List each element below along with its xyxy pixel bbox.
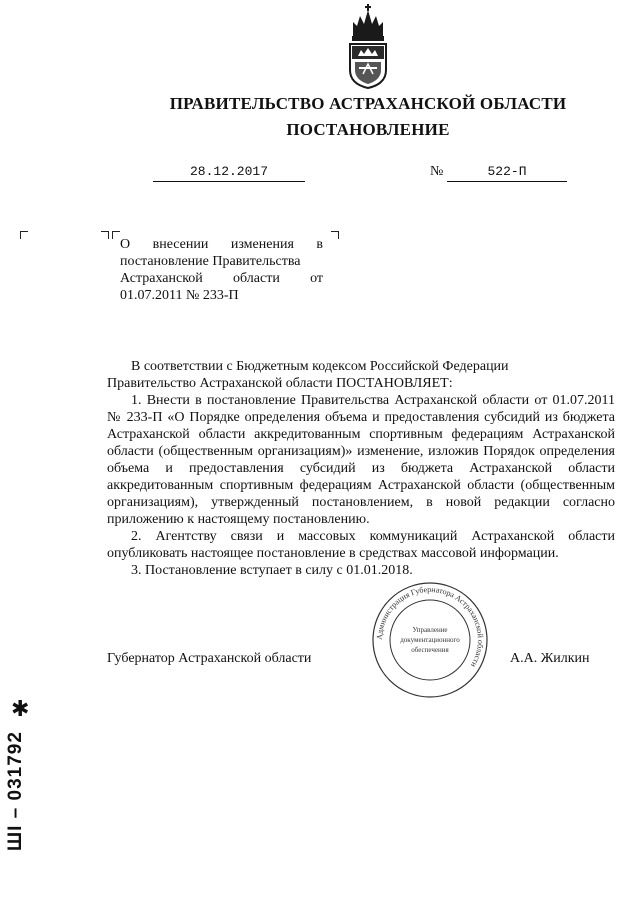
corner-mark bbox=[331, 231, 339, 239]
subject-line: Астраханской области от bbox=[120, 271, 323, 286]
stamp-center-line: документационного bbox=[400, 636, 460, 644]
stamp-ring-text: Администрация Губернатора Астраханской области bbox=[374, 584, 486, 669]
form-serial-number: ШI – 031792 bbox=[5, 731, 26, 851]
signatory-name: А.А. Жилкин bbox=[510, 651, 590, 666]
paragraph-1: 1. Внести в постановление Правительства Астраханской области от 01.07.2011 № 233-П «О Порядке определения объема и предоставления субсидий из бюджета Астраханской области аккредитованным спортивным федерациям Астраханской области (общественным организациям)» изменение, изложив Порядок определения объема и предоставления субсидий из бюджета Астраханской области аккредитованным спортивным федерациям Астраханской области (общественным организациям), утвержденный постановлением, в новой редакции согласно приложению к настоящему постановлению. bbox=[107, 393, 615, 527]
subject-line: О внесении изменения в bbox=[120, 237, 323, 252]
corner-mark bbox=[101, 231, 109, 239]
stamp-center-line: обеспечения bbox=[411, 646, 449, 654]
subject-line: постановление Правительства bbox=[120, 254, 301, 269]
corner-mark bbox=[20, 231, 28, 239]
asterisk-mark: ✱ bbox=[11, 697, 30, 722]
government-title: ПРАВИТЕЛЬСТВО АСТРАХАНСКОЙ ОБЛАСТИ bbox=[169, 94, 567, 113]
document-body bbox=[107, 358, 615, 579]
intro-line: Правительство Астраханской области ПОСТАНОВЛЯЕТ: bbox=[107, 376, 453, 391]
official-stamp bbox=[370, 580, 490, 700]
document-subject bbox=[120, 236, 323, 304]
document-type: ПОСТАНОВЛЕНИЕ bbox=[286, 120, 450, 139]
coat-of-arms-icon bbox=[343, 4, 393, 90]
signatory-title: Губернатор Астраханской области bbox=[107, 651, 312, 666]
corner-mark bbox=[112, 231, 120, 239]
intro-line: В соответствии с Бюджетным кодексом Российской Федерации bbox=[131, 359, 509, 374]
paragraph-3: 3. Постановление вступает в силу с 01.01.2018. bbox=[131, 563, 413, 578]
document-date: 28.12.2017 bbox=[153, 164, 305, 182]
document-number: 522-П bbox=[447, 164, 567, 182]
number-sign: № bbox=[430, 164, 444, 179]
stamp-center-line: Управление bbox=[412, 626, 448, 634]
paragraph-2: 2. Агентству связи и массовых коммуникаций Астраханской области опубликовать настоящее постановление в средствах массовой информации. bbox=[107, 529, 615, 561]
subject-line: 01.07.2011 № 233-П bbox=[120, 288, 239, 303]
